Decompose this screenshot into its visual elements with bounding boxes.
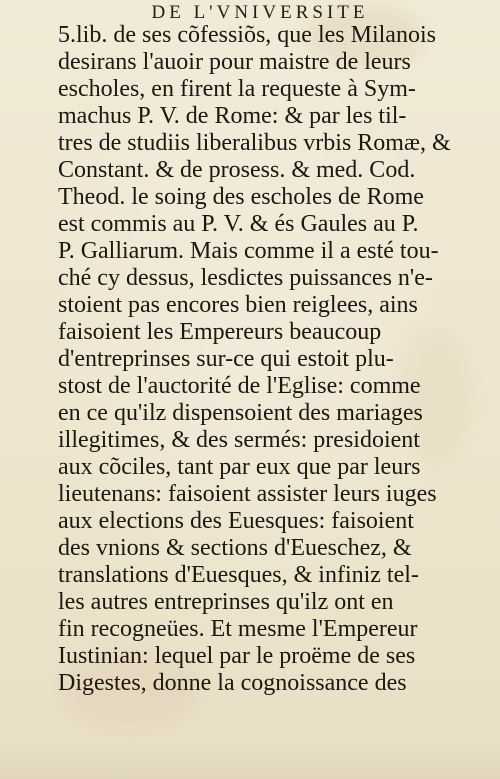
text-line: Constant. & de prosess. & med. Cod. [58, 157, 416, 183]
text-line: des vnions & sections d'Eueschez, & [58, 535, 412, 561]
text-line: les autres entreprinses qu'ilz ont en [58, 589, 394, 615]
text-line: est commis au P. V. & és Gaules au P. [58, 211, 419, 237]
running-head: DE L'VNIVERSITE [151, 2, 369, 23]
text-line: escholes, en firent la requeste à Sym- [58, 76, 416, 102]
text-line: Theod. le soing des escholes de Rome [58, 184, 424, 210]
text-line: stoient pas encores bien reiglees, ains [58, 292, 418, 318]
text-line: aux cõciles, tant par eux que par leurs [58, 454, 421, 480]
text-line: d'entreprinses sur-ce qui estoit plu- [58, 346, 394, 372]
text-line: P. Galliarum. Mais comme il a esté tou- [58, 238, 439, 264]
text-line: en ce qu'ilz dispensoient des mariages [58, 400, 423, 426]
text-line: illegitimes, & des sermés: presidoient [58, 427, 420, 453]
text-line: aux elections des Euesques: faisoient [58, 508, 414, 534]
text-line: tres de studiis liberalibus vrbis Romæ, & [58, 130, 451, 156]
text-line: translations d'Euesques, & infiniz tel- [58, 562, 419, 588]
text-line: desirans l'auoir pour maistre de leurs [58, 49, 411, 75]
text-line: stost de l'auctorité de l'Eglise: comme [58, 373, 421, 399]
text-line: fin recogneües. Et mesme l'Empereur [58, 616, 418, 642]
text-line: Digestes, donne la cognoissance des [58, 670, 407, 696]
text-line: Iustinian: lequel par le proëme de ses [58, 643, 416, 669]
page-bottom-shadow [0, 739, 500, 779]
text-line: 5.lib. de ses cõfessiõs, que les Milanois [58, 22, 436, 48]
text-line: machus P. V. de Rome: & par les til- [58, 103, 407, 129]
text-line: ché cy dessus, lesdictes puissances n'e- [58, 265, 433, 291]
text-line: faisoient les Empereurs beaucoup [58, 319, 382, 345]
text-line: lieutenans: faisoient assister leurs iuges [58, 481, 437, 507]
